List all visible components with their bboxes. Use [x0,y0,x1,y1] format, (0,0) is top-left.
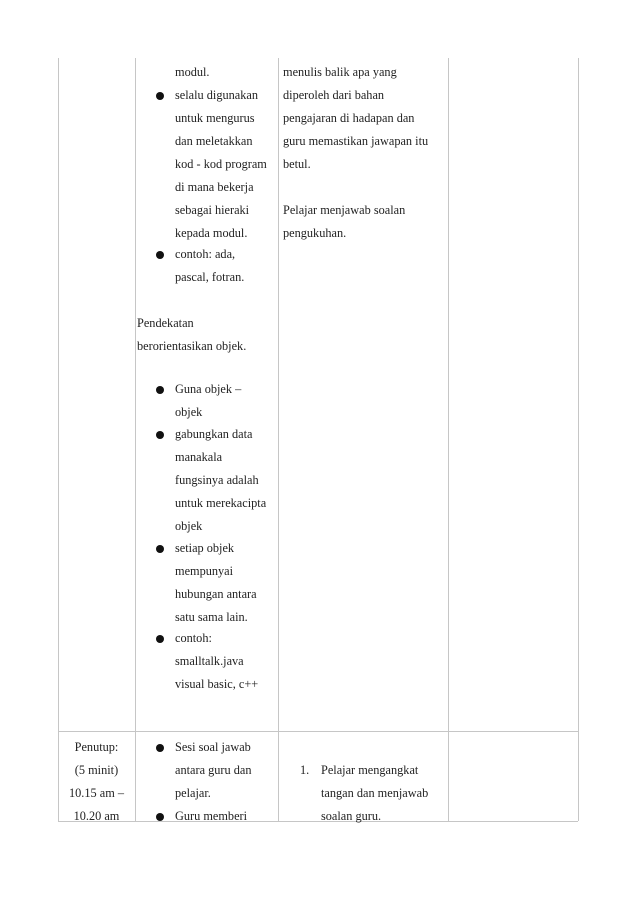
row-divider [58,731,578,732]
content-line: kepada modul. [175,226,248,240]
content-line: pascal, fotran. [175,270,245,284]
table-border-right [578,58,579,821]
list-number: 1. [300,763,310,777]
closing-activity-line: tangan dan menjawab [321,786,429,800]
table-border-bottom [58,821,578,822]
bullet-icon [156,251,164,259]
content-line: objek [175,405,203,419]
content-line: satu sama lain. [175,610,248,624]
column-divider-2 [278,58,279,821]
activity-line: menulis balik apa yang [283,65,397,79]
closing-content-line: antara guru dan [175,763,252,777]
content-line: sebagai hieraki [175,203,250,217]
activity-line: pengukuhan. [283,226,347,240]
stage-line: 10.20 am [73,809,120,823]
content-line: smalltalk.java [175,654,244,668]
content-line: visual basic, c++ [175,677,259,691]
content-line: mempunyai [175,564,234,578]
content-line: objek [175,519,203,533]
closing-content-line: Sesi soal jawab [175,740,251,754]
activity-line: guru memastikan jawapan itu [283,134,429,148]
activity-line: betul. [283,157,311,171]
closing-content-line: Guru memberi [175,809,248,823]
column-divider-3 [448,58,449,821]
content-line: modul. [175,65,210,79]
content-line: Guna objek – [175,382,242,396]
content-line: selalu digunakan [175,88,258,102]
stage-line: 10.15 am – [69,786,124,800]
content-line: kod - kod program [175,157,267,171]
bullet-icon [156,813,164,821]
content-line: untuk mengurus [175,111,255,125]
closing-activity-line: Pelajar mengangkat [321,763,419,777]
content-line: manakala [175,450,223,464]
closing-activity-line: soalan guru. [321,809,382,823]
stage-line: (5 minit) [74,763,119,777]
bullet-icon [156,386,164,394]
content-line: di mana bekerja [175,180,254,194]
content-line: gabungkan data [175,427,253,441]
content-line: setiap objek [175,541,235,555]
content-line: dan meletakkan [175,134,253,148]
content-line: fungsinya adalah [175,473,259,487]
activity-line: diperoleh dari bahan [283,88,385,102]
bullet-icon [156,744,164,752]
content-line: hubungan antara [175,587,257,601]
content-line: contoh: ada, [175,247,236,261]
activity-line: Pelajar menjawab soalan [283,203,406,217]
bullet-icon [156,431,164,439]
stage-line: Penutup: [74,740,119,754]
closing-content-line: pelajar. [175,786,211,800]
table-border-left [58,58,59,821]
content-line: untuk merekacipta [175,496,267,510]
bullet-icon [156,545,164,553]
content-line: contoh: [175,631,212,645]
activity-line: pengajaran di hadapan dan [283,111,415,125]
bullet-icon [156,92,164,100]
section-heading-line: Pendekatan [137,316,194,330]
column-divider-1 [135,58,136,821]
bullet-icon [156,635,164,643]
section-heading-line: berorientasikan objek. [137,339,247,353]
